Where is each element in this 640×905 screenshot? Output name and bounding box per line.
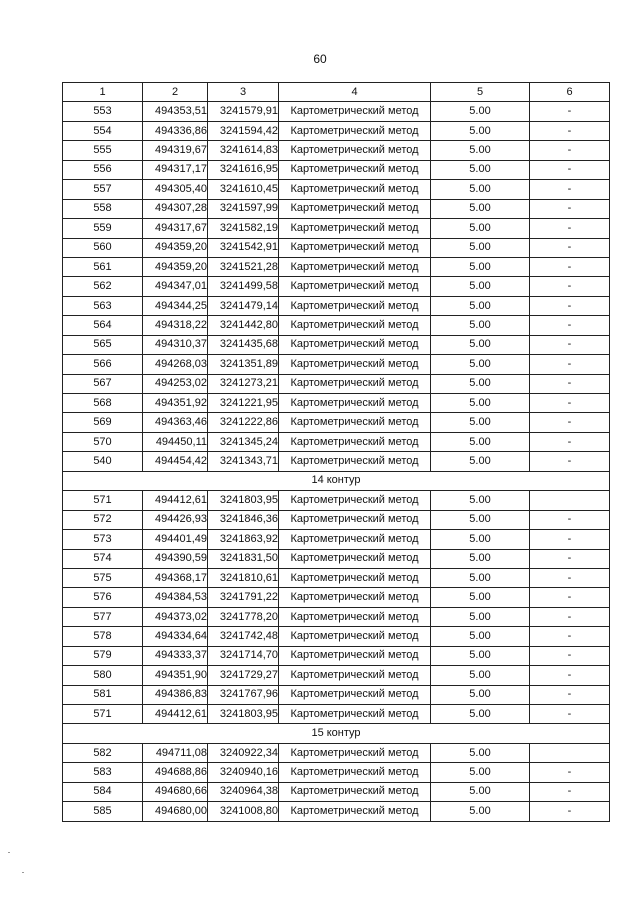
point-number-cell: 574 bbox=[63, 549, 143, 568]
accuracy-cell: 5.00 bbox=[431, 219, 530, 238]
method-cell: Картометрический метод bbox=[279, 141, 431, 160]
y-coordinate-cell: 3241582,19 bbox=[208, 219, 279, 238]
method-cell: Картометрический метод bbox=[279, 374, 431, 393]
x-coordinate-cell: 494351,92 bbox=[143, 394, 208, 413]
note-cell: - bbox=[530, 568, 610, 587]
x-coordinate-cell: 494268,03 bbox=[143, 355, 208, 374]
method-cell: Картометрический метод bbox=[279, 588, 431, 607]
table-row bbox=[63, 685, 610, 704]
y-coordinate-cell: 3241846,36 bbox=[208, 510, 279, 529]
x-coordinate-cell: 494347,01 bbox=[143, 277, 208, 296]
method-cell: Картометрический метод bbox=[279, 238, 431, 257]
point-number-cell: 583 bbox=[63, 763, 143, 782]
method-cell: Картометрический метод bbox=[279, 646, 431, 665]
x-coordinate-cell: 494450,11 bbox=[143, 432, 208, 451]
accuracy-cell: 5.00 bbox=[431, 666, 530, 685]
scan-speck bbox=[8, 852, 10, 853]
table-row bbox=[63, 646, 610, 665]
header-col-2: 2 bbox=[143, 83, 208, 102]
table-row bbox=[63, 238, 610, 257]
y-coordinate-cell: 3241863,92 bbox=[208, 530, 279, 549]
table-row bbox=[63, 666, 610, 685]
accuracy-cell: 5.00 bbox=[431, 180, 530, 199]
point-number-cell: 540 bbox=[63, 452, 143, 471]
table-row bbox=[63, 413, 610, 432]
point-number-cell: 557 bbox=[63, 180, 143, 199]
accuracy-cell: 5.00 bbox=[431, 802, 530, 821]
x-coordinate-cell: 494426,93 bbox=[143, 510, 208, 529]
note-cell: - bbox=[530, 705, 610, 724]
accuracy-cell: 5.00 bbox=[431, 141, 530, 160]
note-cell: - bbox=[530, 432, 610, 451]
accuracy-cell: 5.00 bbox=[431, 510, 530, 529]
point-number-cell: 563 bbox=[63, 296, 143, 315]
method-cell: Картометрический метод bbox=[279, 102, 431, 121]
header-col-5: 5 bbox=[431, 83, 530, 102]
accuracy-cell: 5.00 bbox=[431, 491, 530, 510]
accuracy-cell: 5.00 bbox=[431, 316, 530, 335]
y-coordinate-cell: 3241351,89 bbox=[208, 355, 279, 374]
y-coordinate-cell: 3241614,83 bbox=[208, 141, 279, 160]
method-cell: Картометрический метод bbox=[279, 763, 431, 782]
method-cell: Картометрический метод bbox=[279, 394, 431, 413]
point-number-cell: 555 bbox=[63, 141, 143, 160]
x-coordinate-cell: 494680,00 bbox=[143, 802, 208, 821]
table-row bbox=[63, 355, 610, 374]
note-cell: - bbox=[530, 666, 610, 685]
accuracy-cell: 5.00 bbox=[431, 413, 530, 432]
x-coordinate-cell: 494454,42 bbox=[143, 452, 208, 471]
x-coordinate-cell: 494344,25 bbox=[143, 296, 208, 315]
accuracy-cell: 5.00 bbox=[431, 763, 530, 782]
y-coordinate-cell: 3241579,91 bbox=[208, 102, 279, 121]
contour-heading: 15 контур bbox=[63, 724, 610, 743]
x-coordinate-cell: 494353,51 bbox=[143, 102, 208, 121]
point-number-cell: 569 bbox=[63, 413, 143, 432]
table-row bbox=[63, 510, 610, 529]
accuracy-cell: 5.00 bbox=[431, 335, 530, 354]
note-cell: - bbox=[530, 257, 610, 276]
method-cell: Картометрический метод bbox=[279, 316, 431, 335]
accuracy-cell: 5.00 bbox=[431, 238, 530, 257]
note-cell: - bbox=[530, 802, 610, 821]
accuracy-cell: 5.00 bbox=[431, 705, 530, 724]
accuracy-cell: 5.00 bbox=[431, 277, 530, 296]
point-number-cell: 584 bbox=[63, 782, 143, 801]
note-cell: - bbox=[530, 685, 610, 704]
accuracy-cell: 5.00 bbox=[431, 121, 530, 140]
header-col-1: 1 bbox=[63, 83, 143, 102]
table-row bbox=[63, 627, 610, 646]
x-coordinate-cell: 494317,67 bbox=[143, 219, 208, 238]
table-row bbox=[63, 102, 610, 121]
table-header-row bbox=[63, 83, 610, 102]
method-cell: Картометрический метод bbox=[279, 413, 431, 432]
point-number-cell: 570 bbox=[63, 432, 143, 451]
method-cell: Картометрический метод bbox=[279, 257, 431, 276]
point-number-cell: 576 bbox=[63, 588, 143, 607]
point-number-cell: 585 bbox=[63, 802, 143, 821]
accuracy-cell: 5.00 bbox=[431, 199, 530, 218]
x-coordinate-cell: 494253,02 bbox=[143, 374, 208, 393]
note-cell bbox=[530, 743, 610, 762]
table-row bbox=[63, 394, 610, 413]
x-coordinate-cell: 494390,59 bbox=[143, 549, 208, 568]
point-number-cell: 571 bbox=[63, 705, 143, 724]
table-row bbox=[63, 219, 610, 238]
y-coordinate-cell: 3241791,22 bbox=[208, 588, 279, 607]
x-coordinate-cell: 494688,86 bbox=[143, 763, 208, 782]
table-row bbox=[63, 782, 610, 801]
point-number-cell: 582 bbox=[63, 743, 143, 762]
y-coordinate-cell: 3241616,95 bbox=[208, 160, 279, 179]
method-cell: Картометрический метод bbox=[279, 627, 431, 646]
scan-speck bbox=[22, 872, 24, 873]
note-cell: - bbox=[530, 782, 610, 801]
method-cell: Картометрический метод bbox=[279, 782, 431, 801]
point-number-cell: 567 bbox=[63, 374, 143, 393]
note-cell: - bbox=[530, 335, 610, 354]
point-number-cell: 579 bbox=[63, 646, 143, 665]
method-cell: Картометрический метод bbox=[279, 355, 431, 374]
accuracy-cell: 5.00 bbox=[431, 355, 530, 374]
table-row bbox=[63, 607, 610, 626]
note-cell: - bbox=[530, 530, 610, 549]
accuracy-cell: 5.00 bbox=[431, 646, 530, 665]
contour-heading-row bbox=[63, 724, 610, 743]
point-number-cell: 560 bbox=[63, 238, 143, 257]
y-coordinate-cell: 3241499,58 bbox=[208, 277, 279, 296]
x-coordinate-cell: 494711,08 bbox=[143, 743, 208, 762]
method-cell: Картометрический метод bbox=[279, 219, 431, 238]
method-cell: Картометрический метод bbox=[279, 705, 431, 724]
point-number-cell: 562 bbox=[63, 277, 143, 296]
x-coordinate-cell: 494373,02 bbox=[143, 607, 208, 626]
point-number-cell: 581 bbox=[63, 685, 143, 704]
y-coordinate-cell: 3241831,50 bbox=[208, 549, 279, 568]
table-row bbox=[63, 432, 610, 451]
accuracy-cell: 5.00 bbox=[431, 394, 530, 413]
table-row bbox=[63, 316, 610, 335]
note-cell: - bbox=[530, 121, 610, 140]
x-coordinate-cell: 494401,49 bbox=[143, 530, 208, 549]
method-cell: Картометрический метод bbox=[279, 568, 431, 587]
point-number-cell: 571 bbox=[63, 491, 143, 510]
contour-heading-row bbox=[63, 471, 610, 490]
accuracy-cell: 5.00 bbox=[431, 432, 530, 451]
method-cell: Картометрический метод bbox=[279, 743, 431, 762]
x-coordinate-cell: 494310,37 bbox=[143, 335, 208, 354]
note-cell: - bbox=[530, 588, 610, 607]
point-number-cell: 580 bbox=[63, 666, 143, 685]
y-coordinate-cell: 3241008,80 bbox=[208, 802, 279, 821]
accuracy-cell: 5.00 bbox=[431, 257, 530, 276]
method-cell: Картометрический метод bbox=[279, 802, 431, 821]
note-cell: - bbox=[530, 160, 610, 179]
coordinates-table bbox=[62, 82, 610, 822]
point-number-cell: 577 bbox=[63, 607, 143, 626]
method-cell: Картометрический метод bbox=[279, 685, 431, 704]
note-cell: - bbox=[530, 316, 610, 335]
method-cell: Картометрический метод bbox=[279, 666, 431, 685]
note-cell: - bbox=[530, 646, 610, 665]
table-row bbox=[63, 257, 610, 276]
x-coordinate-cell: 494333,37 bbox=[143, 646, 208, 665]
table-row bbox=[63, 491, 610, 510]
accuracy-cell: 5.00 bbox=[431, 452, 530, 471]
table-row bbox=[63, 705, 610, 724]
note-cell: - bbox=[530, 763, 610, 782]
contour-heading: 14 контур bbox=[63, 471, 610, 490]
note-cell: - bbox=[530, 394, 610, 413]
point-number-cell: 559 bbox=[63, 219, 143, 238]
y-coordinate-cell: 3241767,96 bbox=[208, 685, 279, 704]
y-coordinate-cell: 3241542,91 bbox=[208, 238, 279, 257]
x-coordinate-cell: 494412,61 bbox=[143, 491, 208, 510]
method-cell: Картометрический метод bbox=[279, 452, 431, 471]
method-cell: Картометрический метод bbox=[279, 199, 431, 218]
note-cell: - bbox=[530, 199, 610, 218]
method-cell: Картометрический метод bbox=[279, 121, 431, 140]
table-row bbox=[63, 802, 610, 821]
method-cell: Картометрический метод bbox=[279, 549, 431, 568]
x-coordinate-cell: 494412,61 bbox=[143, 705, 208, 724]
table-row bbox=[63, 141, 610, 160]
table-row bbox=[63, 335, 610, 354]
point-number-cell: 561 bbox=[63, 257, 143, 276]
y-coordinate-cell: 3241803,95 bbox=[208, 705, 279, 724]
header-col-3: 3 bbox=[208, 83, 279, 102]
method-cell: Картометрический метод bbox=[279, 491, 431, 510]
x-coordinate-cell: 494363,46 bbox=[143, 413, 208, 432]
x-coordinate-cell: 494307,28 bbox=[143, 199, 208, 218]
y-coordinate-cell: 3241610,45 bbox=[208, 180, 279, 199]
point-number-cell: 578 bbox=[63, 627, 143, 646]
x-coordinate-cell: 494351,90 bbox=[143, 666, 208, 685]
method-cell: Картометрический метод bbox=[279, 510, 431, 529]
note-cell: - bbox=[530, 627, 610, 646]
note-cell: - bbox=[530, 510, 610, 529]
accuracy-cell: 5.00 bbox=[431, 782, 530, 801]
table-row bbox=[63, 568, 610, 587]
accuracy-cell: 5.00 bbox=[431, 743, 530, 762]
note-cell: - bbox=[530, 141, 610, 160]
accuracy-cell: 5.00 bbox=[431, 607, 530, 626]
header-col-6: 6 bbox=[530, 83, 610, 102]
x-coordinate-cell: 494359,20 bbox=[143, 238, 208, 257]
x-coordinate-cell: 494368,17 bbox=[143, 568, 208, 587]
x-coordinate-cell: 494305,40 bbox=[143, 180, 208, 199]
point-number-cell: 566 bbox=[63, 355, 143, 374]
y-coordinate-cell: 3241345,24 bbox=[208, 432, 279, 451]
accuracy-cell: 5.00 bbox=[431, 296, 530, 315]
note-cell: - bbox=[530, 180, 610, 199]
page-number: 60 bbox=[313, 52, 327, 66]
y-coordinate-cell: 3240940,16 bbox=[208, 763, 279, 782]
method-cell: Картометрический метод bbox=[279, 530, 431, 549]
note-cell: - bbox=[530, 355, 610, 374]
table-row bbox=[63, 160, 610, 179]
table-body bbox=[63, 83, 610, 822]
y-coordinate-cell: 3240922,34 bbox=[208, 743, 279, 762]
table-row bbox=[63, 763, 610, 782]
point-number-cell: 573 bbox=[63, 530, 143, 549]
accuracy-cell: 5.00 bbox=[431, 627, 530, 646]
y-coordinate-cell: 3241221,95 bbox=[208, 394, 279, 413]
table-row bbox=[63, 549, 610, 568]
point-number-cell: 564 bbox=[63, 316, 143, 335]
note-cell: - bbox=[530, 296, 610, 315]
y-coordinate-cell: 3241803,95 bbox=[208, 491, 279, 510]
accuracy-cell: 5.00 bbox=[431, 568, 530, 587]
x-coordinate-cell: 494359,20 bbox=[143, 257, 208, 276]
note-cell: - bbox=[530, 219, 610, 238]
accuracy-cell: 5.00 bbox=[431, 549, 530, 568]
y-coordinate-cell: 3241273,21 bbox=[208, 374, 279, 393]
method-cell: Картометрический метод bbox=[279, 607, 431, 626]
accuracy-cell: 5.00 bbox=[431, 102, 530, 121]
table-row bbox=[63, 374, 610, 393]
note-cell: - bbox=[530, 413, 610, 432]
x-coordinate-cell: 494319,67 bbox=[143, 141, 208, 160]
point-number-cell: 553 bbox=[63, 102, 143, 121]
y-coordinate-cell: 3241521,28 bbox=[208, 257, 279, 276]
table-row bbox=[63, 296, 610, 315]
y-coordinate-cell: 3241222,86 bbox=[208, 413, 279, 432]
point-number-cell: 554 bbox=[63, 121, 143, 140]
table-row bbox=[63, 743, 610, 762]
y-coordinate-cell: 3240964,38 bbox=[208, 782, 279, 801]
table-row bbox=[63, 121, 610, 140]
y-coordinate-cell: 3241597,99 bbox=[208, 199, 279, 218]
y-coordinate-cell: 3241594,42 bbox=[208, 121, 279, 140]
x-coordinate-cell: 494386,83 bbox=[143, 685, 208, 704]
table-row bbox=[63, 199, 610, 218]
x-coordinate-cell: 494384,53 bbox=[143, 588, 208, 607]
method-cell: Картометрический метод bbox=[279, 296, 431, 315]
table-row bbox=[63, 588, 610, 607]
accuracy-cell: 5.00 bbox=[431, 530, 530, 549]
note-cell: - bbox=[530, 607, 610, 626]
y-coordinate-cell: 3241778,20 bbox=[208, 607, 279, 626]
note-cell: - bbox=[530, 102, 610, 121]
method-cell: Картометрический метод bbox=[279, 180, 431, 199]
table-row bbox=[63, 530, 610, 549]
note-cell: - bbox=[530, 277, 610, 296]
accuracy-cell: 5.00 bbox=[431, 685, 530, 704]
method-cell: Картометрический метод bbox=[279, 160, 431, 179]
point-number-cell: 568 bbox=[63, 394, 143, 413]
point-number-cell: 572 bbox=[63, 510, 143, 529]
method-cell: Картометрический метод bbox=[279, 432, 431, 451]
y-coordinate-cell: 3241343,71 bbox=[208, 452, 279, 471]
note-cell bbox=[530, 491, 610, 510]
y-coordinate-cell: 3241714,70 bbox=[208, 646, 279, 665]
method-cell: Картометрический метод bbox=[279, 335, 431, 354]
y-coordinate-cell: 3241742,48 bbox=[208, 627, 279, 646]
table-row bbox=[63, 452, 610, 471]
accuracy-cell: 5.00 bbox=[431, 588, 530, 607]
point-number-cell: 558 bbox=[63, 199, 143, 218]
point-number-cell: 556 bbox=[63, 160, 143, 179]
y-coordinate-cell: 3241435,68 bbox=[208, 335, 279, 354]
header-col-4: 4 bbox=[279, 83, 431, 102]
x-coordinate-cell: 494317,17 bbox=[143, 160, 208, 179]
x-coordinate-cell: 494318,22 bbox=[143, 316, 208, 335]
note-cell: - bbox=[530, 452, 610, 471]
x-coordinate-cell: 494680,66 bbox=[143, 782, 208, 801]
y-coordinate-cell: 3241810,61 bbox=[208, 568, 279, 587]
note-cell: - bbox=[530, 374, 610, 393]
y-coordinate-cell: 3241479,14 bbox=[208, 296, 279, 315]
x-coordinate-cell: 494334,64 bbox=[143, 627, 208, 646]
accuracy-cell: 5.00 bbox=[431, 160, 530, 179]
x-coordinate-cell: 494336,86 bbox=[143, 121, 208, 140]
table-row bbox=[63, 277, 610, 296]
method-cell: Картометрический метод bbox=[279, 277, 431, 296]
accuracy-cell: 5.00 bbox=[431, 374, 530, 393]
point-number-cell: 565 bbox=[63, 335, 143, 354]
y-coordinate-cell: 3241729,27 bbox=[208, 666, 279, 685]
table-row bbox=[63, 180, 610, 199]
note-cell: - bbox=[530, 238, 610, 257]
y-coordinate-cell: 3241442,80 bbox=[208, 316, 279, 335]
note-cell: - bbox=[530, 549, 610, 568]
point-number-cell: 575 bbox=[63, 568, 143, 587]
